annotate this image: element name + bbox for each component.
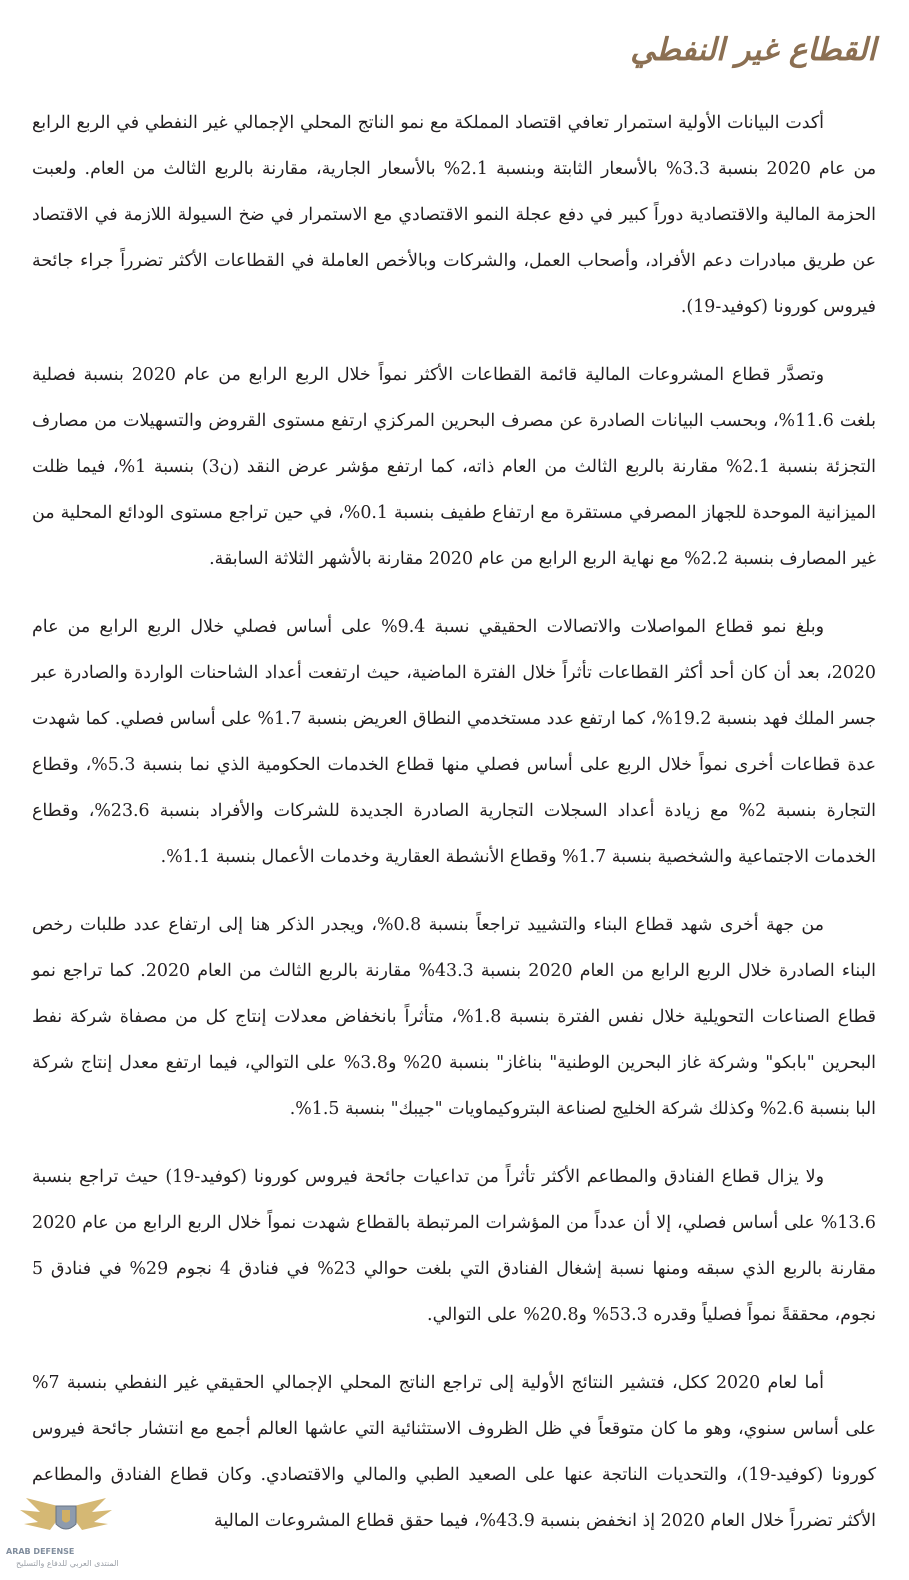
watermark-subtitle: المنتدى العربي للدفاع والتسليح	[16, 1559, 119, 1568]
paragraph-3: وبلغ نمو قطاع المواصلات والاتصالات الحقيقي نسبة 9.4% على أساس فصلي خلال الربع الرابع من عام 2020، بعد أن كان أحد أكثر القطاعات تأثراً خلال الفترة الماضية، حيث ارتفعت أعداد الشاحنات الواردة والصادرة عبر جسر الملك فهد بنسبة 19.2%، كما ارتفع عدد مستخدمي النطاق العريض بنسبة 1.7% على أساس فصلي. كما شهدت عدة قطاعات أخرى نمواً خلال الربع على أساس فصلي منها قطاع الخدمات الحكومية الذي نما بنسبة 5.3%، وقطاع التجارة بنسبة 2% مع زيادة أعداد السجلات التجارية الصادرة الجديدة للشركات والأفراد بنسبة 23.6%، وقطاع الخدمات الاجتماعية والشخصية بنسبة 1.7% وقطاع الأنشطة العقارية وخدمات الأعمال بنسبة 1.1%.	[32, 617, 877, 867]
winged-shield-icon	[6, 1490, 126, 1550]
paragraph-2: وتصدَّر قطاع المشروعات المالية قائمة القطاعات الأكثر نمواً خلال الربع الرابع من عام 2020 بنسبة فصلية بلغت 11.6%، وبحسب البيانات الصادرة عن مصرف البحرين المركزي ارتفع مستوى القروض والتسهيلات من مصارف التجزئة بنسبة 2.1% مقارنة بالربع الثالث من العام ذاته، كما ارتفع مؤشر عرض النقد (ن3) بنسبة 1%، فيما ظلت الميزانية الموحدة للجهاز المصرفي مستقرة مع ارتفاع طفيف بنسبة 0.1%، في حين تراجع مستوى الودائع المحلية من غير المصارف بنسبة 2.2% مع نهاية الربع الرابع من عام 2020 مقارنة بالأشهر الثلاثة السابقة.	[32, 365, 876, 569]
section-title: القطاع غير النفطي	[630, 32, 876, 68]
paragraph-1: أكدت البيانات الأولية استمرار تعافي اقتصاد المملكة مع نمو الناتج المحلي الإجمالي غير النفطي في الربع الرابع من عام 2020 بنسبة 3.3% بالأسعار الثابتة وبنسبة 2.1% بالأسعار الجارية، مقارنة بالربع الثالث من العام. ولعبت الحزمة المالية والاقتصادية دوراً كبير في دفع عجلة النمو الاقتصادي مع الاستمرار في ضخ السيولة اللازمة في الاقتصاد عن طريق مبادرات دعم الأفراد، وأصحاب العمل، والشركات وبالأخص العاملة في القطاعات الأكثر تضرراً جراء جائحة فيروس كورونا (كوفيد-19).	[32, 113, 877, 317]
paragraph-4: من جهة أخرى شهد قطاع البناء والتشييد تراجعاً بنسبة 0.8%، ويجدر الذكر هنا إلى ارتفاع عدد طلبات رخص البناء الصادرة خلال الربع الرابع من العام 2020 بنسبة 43.3% مقارنة بالربع الثالث من العام 2020. كما تراجع نمو قطاع الصناعات التحويلية خلال نفس الفترة بنسبة 1.8%، متأثراً بانخفاض معدلات إنتاج كل من مصفاة شركة نفط البحرين "بابكو" وشركة غاز البحرين الوطنية" بناغاز" بنسبة 20% و3.8% على التوالي، فيما ارتفع معدل إنتاج شركة البا بنسبة 2.6% وكذلك شركة الخليج لصناعة البتروكيماويات "جيبك" بنسبة 1.5%.	[32, 915, 877, 1119]
paragraph-5: ولا يزال قطاع الفنادق والمطاعم الأكثر تأثراً من تداعيات جائحة فيروس كورونا (كوفيد-19) حيث تراجع بنسبة 13.6% على أساس فصلي، إلا أن عدداً من المؤشرات المرتبطة بالقطاع شهدت نمواً خلال الربع الرابع من عام 2020 مقارنة بالربع الذي سبقه ومنها نسبة إشغال الفنادق التي بلغت حوالي 23% في فنادق 4 نجوم 29% في فنادق 5 نجوم، محققةً نمواً فصلياً وقدره 53.3% و20.8% على التوالي.	[32, 1167, 877, 1325]
paragraph-6: أما لعام 2020 ككل، فتشير النتائج الأولية إلى تراجع الناتج المحلي الإجمالي الحقيقي غير النفطي بنسبة 7% على أساس سنوي، وهو ما كان متوقعاً في ظل الظروف الاستثنائية التي عاشها العالم أجمع مع انتشار جائحة فيروس كورونا (كوفيد-19)، والتحديات الناتجة عنها على الصعيد الطبي والمالي والاقتصادي. وكان قطاع الفنادق والمطاعم الأكثر تضرراً خلال العام 2020 إذ انخفض بنسبة 43.9%، فيما حقق قطاع المشروعات المالية	[32, 1373, 876, 1531]
article-body	[32, 100, 876, 1566]
watermark-brand: ARAB DEFENSE	[6, 1547, 75, 1556]
document-page	[32, 0, 876, 1580]
watermark-logo	[6, 1490, 126, 1570]
